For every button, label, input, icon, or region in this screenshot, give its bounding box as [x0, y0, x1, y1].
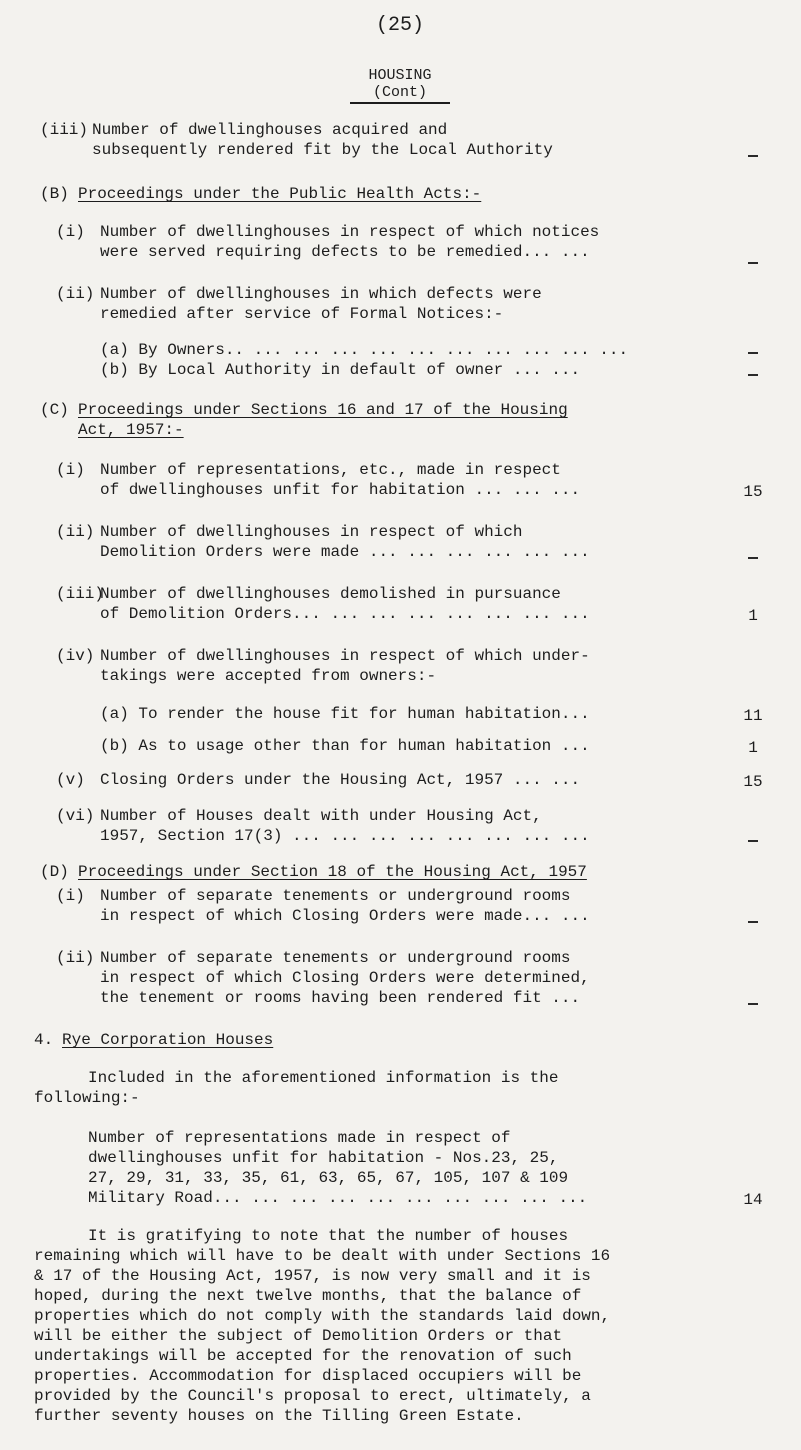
paragraph-line: & 17 of the Housing Act, 1957, is now very small and it is: [34, 1267, 591, 1285]
value-dash: [748, 262, 758, 264]
item-text: remedied after service of Formal Notices:-: [100, 305, 504, 323]
sub-item: (b) As to usage other than for human habitation ...: [100, 737, 590, 755]
item-text: of dwellinghouses unfit for habitation ... ... ...: [100, 481, 581, 499]
section-label: (B): [40, 185, 69, 203]
section-heading: Proceedings under Section 18 of the Housing Act, 1957: [78, 863, 587, 881]
item-label: (iv): [56, 647, 95, 665]
section-heading: Proceedings under Sections 16 and 17 of the Housing: [78, 401, 568, 419]
value-dash: [748, 352, 758, 354]
sub-item: (a) To render the house fit for human habitation...: [100, 705, 590, 723]
item-text: takings were accepted from owners:-: [100, 667, 437, 685]
intro-text: following:-: [34, 1089, 140, 1107]
item-text: subsequently rendered fit by the Local Authority: [92, 141, 553, 159]
item-text: Number of dwellinghouses in respect of which under-: [100, 647, 590, 665]
sub-item: (a) By Owners.. ... ... ... ... ... ... ... ... ... ...: [100, 341, 629, 359]
sub-item: (b) By Local Authority in default of owner ... ...: [100, 361, 581, 379]
paragraph-line: properties which do not comply with the standards laid down,: [34, 1307, 611, 1325]
item-value: 15: [743, 773, 763, 791]
intro-text: Included in the aforementioned information is the: [88, 1069, 559, 1087]
section-label: (C): [40, 401, 69, 419]
item-value: 11: [743, 707, 763, 725]
item-text: Military Road... ... ... ... ... ... ... ... ... ...: [88, 1189, 588, 1207]
item-text: the tenement or rooms having been rendered fit ...: [100, 989, 581, 1007]
item-text: in respect of which Closing Orders were determined,: [100, 969, 590, 987]
item-label: (v): [56, 771, 85, 789]
paragraph-line: remaining which will have to be dealt with under Sections 16: [34, 1247, 611, 1265]
page-subtitle: (Cont): [350, 84, 450, 104]
paragraph-line: undertakings will be accepted for the renovation of such: [34, 1347, 572, 1365]
paragraph-line: will be either the subject of Demolition Orders or that: [34, 1327, 563, 1345]
item-text: 27, 29, 31, 33, 35, 61, 63, 65, 67, 105, 107 & 109: [88, 1169, 569, 1187]
item-value: 14: [743, 1191, 763, 1209]
item-text: Number of dwellinghouses demolished in pursuance: [100, 585, 561, 603]
paragraph-line: further seventy houses on the Tilling Green Estate.: [34, 1407, 524, 1425]
paragraph-line: properties. Accommodation for displaced occupiers will be: [34, 1367, 582, 1385]
paragraph-line: provided by the Council's proposal to erect, ultimately, a: [34, 1387, 591, 1405]
item-label: (ii): [56, 949, 95, 967]
value-dash: [748, 1003, 758, 1005]
section-label: (D): [40, 863, 69, 881]
item-value: 15: [743, 483, 763, 501]
value-dash: [748, 374, 758, 376]
paragraph-line: hoped, during the next twelve months, that the balance of: [34, 1287, 582, 1305]
value-dash: [748, 155, 758, 157]
section-label: 4.: [34, 1031, 54, 1049]
item-text: Number of dwellinghouses in which defects were: [100, 285, 542, 303]
item-text: were served requiring defects to be remedied... ...: [100, 243, 590, 261]
item-text: Number of dwellinghouses in respect of which: [100, 523, 523, 541]
item-text: Demolition Orders were made ... ... ... ... ... ...: [100, 543, 590, 561]
page-number: (25): [375, 14, 424, 37]
section-heading: Act, 1957:-: [78, 421, 184, 439]
item-text: Number of dwellinghouses in respect of which notices: [100, 223, 600, 241]
value-dash: [748, 840, 758, 842]
item-text: Number of separate tenements or underground rooms: [100, 887, 571, 905]
item-label: (ii): [56, 523, 95, 541]
item-text: 1957, Section 17(3) ... ... ... ... ... ... ... ...: [100, 827, 590, 845]
section-heading: Proceedings under the Public Health Acts:-: [78, 185, 482, 203]
item-text: Number of representations made in respect of: [88, 1129, 511, 1147]
item-label: (i): [56, 461, 85, 479]
item-value: 1: [748, 739, 758, 757]
page-title: HOUSING: [368, 67, 432, 84]
item-text: Number of separate tenements or underground rooms: [100, 949, 571, 967]
value-dash: [748, 921, 758, 923]
item-text: Number of Houses dealt with under Housing Act,: [100, 807, 542, 825]
item-label: (i): [56, 223, 85, 241]
value-dash: [748, 557, 758, 559]
item-label: (vi): [56, 807, 95, 825]
item-value: 1: [748, 607, 758, 625]
item-text: Number of representations, etc., made in respect: [100, 461, 561, 479]
item-label: (i): [56, 887, 85, 905]
item-text: of Demolition Orders... ... ... ... ... ... ... ...: [100, 605, 590, 623]
item-text: Number of dwellinghouses acquired and: [92, 121, 448, 139]
item-text: Closing Orders under the Housing Act, 1957 ... ...: [100, 771, 581, 789]
item-label: (iii): [40, 121, 89, 139]
item-text: dwellinghouses unfit for habitation - Nos.23, 25,: [88, 1149, 559, 1167]
section-heading: Rye Corporation Houses: [62, 1031, 274, 1049]
item-label: (iii): [56, 585, 105, 603]
item-text: in respect of which Closing Orders were made... ...: [100, 907, 590, 925]
item-label: (ii): [56, 285, 95, 303]
paragraph-line: It is gratifying to note that the number of houses: [88, 1227, 569, 1245]
